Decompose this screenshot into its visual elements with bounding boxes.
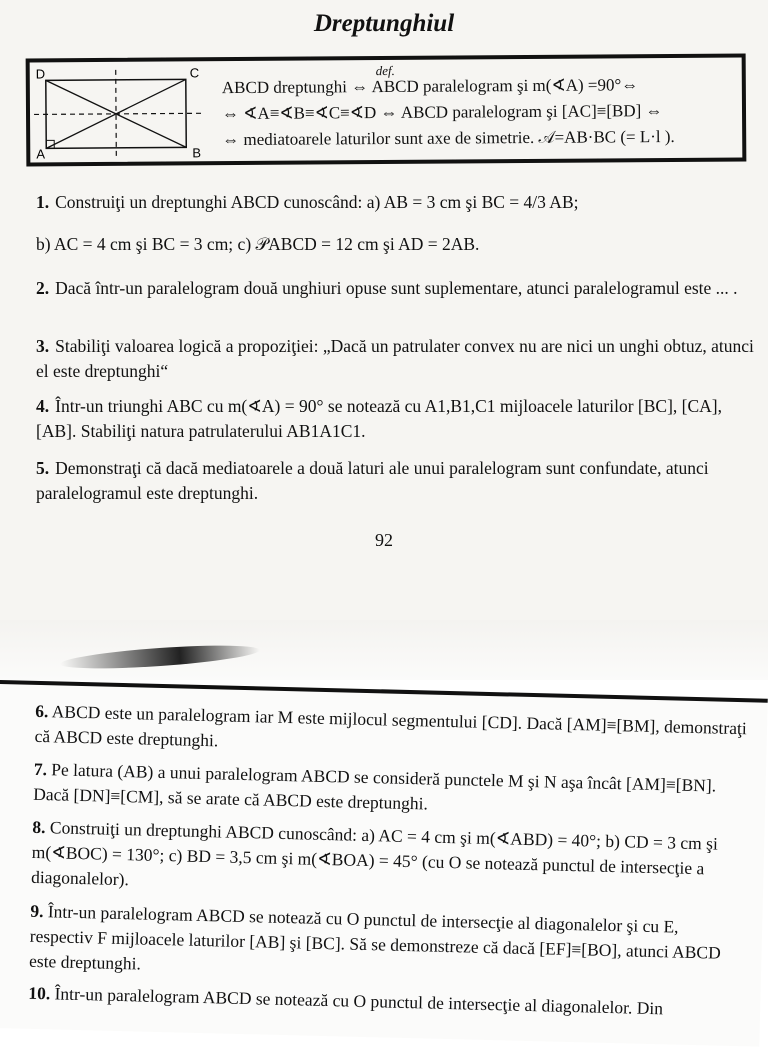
problem-4 — [36, 394, 756, 444]
problem-text: Într-un paralelogram ABCD se notează cu O punctul de intersecţie al diagonalelor şi cu E, respectiv F mijloacele laturilor [AB] şi [BC]. Să se demonstreze că dacă [EF]≡[BO], atunci ABCD este dreptunghi. — [28, 901, 722, 974]
problem-text: Construiţi un dreptunghi ABCD cunoscând: a) AC = 4 cm şi m(∢ABD) = 40°; b) CD = 3 cm şi m(∢BOC) = 130°; c) BD = 3,5 cm şi m(∢BOA) = 45° (cu O se notează punctul de intersecţie a diagonalelor). — [30, 817, 719, 890]
page-title: Dreptunghiul — [313, 10, 455, 37]
problem-text: ABCD este un paralelogram iar M este mijlocul segmentului [CD]. Dacă [AM]≡[BM], demonstraţi că ABCD este dreptunghi. — [34, 701, 747, 751]
def-label: def. — [375, 62, 395, 79]
definition-line-2: ⇔ ∢A≡∢B≡∢C≡∢D ⇔ ABCD paralelogram şi [AC]≡[BD] ⇔ — [221, 101, 663, 124]
definition-text — [222, 62, 735, 154]
problem-8 — [31, 815, 747, 907]
problem-text: Pe latura (AB) a unui paralelogram ABCD se consideră punctele M şi N aşa încât [AM]≡[BN]. Dacă [DN]≡[CM], să se arate că ABCD este dreptunghi. — [32, 759, 717, 814]
problem-7 — [33, 757, 748, 824]
problem-2 — [36, 276, 756, 301]
definition-box — [26, 53, 747, 166]
definition-line-1: ABCD dreptunghi ⇔ ABCD paralelogram şi m(∢A) =90°⇔ — [221, 75, 639, 98]
problem-number: 10. — [28, 982, 51, 1004]
problem-number: 6. — [35, 700, 49, 722]
problem-number: 9. — [30, 900, 44, 922]
problem-number: 2. — [36, 278, 50, 298]
problem-number: 3. — [36, 336, 50, 356]
problem-text: Construiţi un dreptunghi ABCD cunoscând: a) AB = 3 cm şi BC = 4/3 AB; — [55, 192, 579, 212]
lower-page — [0, 680, 768, 1047]
problem-text: Demonstraţi că dacă mediatoarele a două laturi ale unui paralelogram sunt confundate, atunci paralelogramul este dreptunghi. — [36, 458, 709, 503]
vertex-label-A: A — [36, 146, 46, 161]
problem-number: 8. — [32, 816, 46, 838]
problem-1-continued — [36, 232, 756, 257]
problem-number: 1. — [36, 192, 50, 212]
problem-6 — [34, 699, 749, 766]
problem-number: 7. — [33, 758, 48, 780]
page-number: 92 — [375, 530, 393, 550]
problem-9 — [29, 899, 745, 991]
problem-number: 5. — [36, 458, 50, 478]
problem-text: Într-un triunghi ABC cu m(∢A) = 90° se notează cu A1,B1,C1 mijloacele laturilor [BC], [CA], [AB]. Stabiliţi natura patrulaterului AB1A1C1. — [36, 396, 723, 441]
problem-text: Dacă într-un paralelogram două unghiuri opuse sunt suplementare, atunci paralelogramul este ... . — [55, 278, 738, 298]
problem-number: 4. — [36, 396, 50, 416]
vertex-label-D: D — [35, 67, 46, 82]
rectangle-figure — [34, 67, 213, 160]
problem-text: b) AC = 4 cm şi BC = 3 cm; c) 𝒫ABCD = 12 cm şi AD = 2AB. — [36, 234, 480, 254]
page-gap — [0, 620, 768, 680]
problem-3 — [36, 334, 756, 384]
problem-1 — [36, 190, 756, 215]
definition-line-3: ⇔ mediatoarele laturilor sunt axe de simetrie. 𝒜=AB·BC (= L·l ). — [222, 126, 675, 150]
vertex-label-C: C — [189, 67, 200, 81]
problem-text: Într-un paralelogram ABCD se notează cu O punctul de intersecţie al diagonalelor. Din — [54, 983, 664, 1019]
rectangle-diagram-icon — [34, 67, 213, 160]
problem-text: Stabiliţi valoarea logică a propoziţiei: „Dacă un patrulater convex nu are nici un unghi obtuz, atunci el este dreptunghi“ — [36, 336, 754, 381]
problem-5 — [36, 456, 756, 506]
vertex-label-B: B — [192, 145, 202, 161]
